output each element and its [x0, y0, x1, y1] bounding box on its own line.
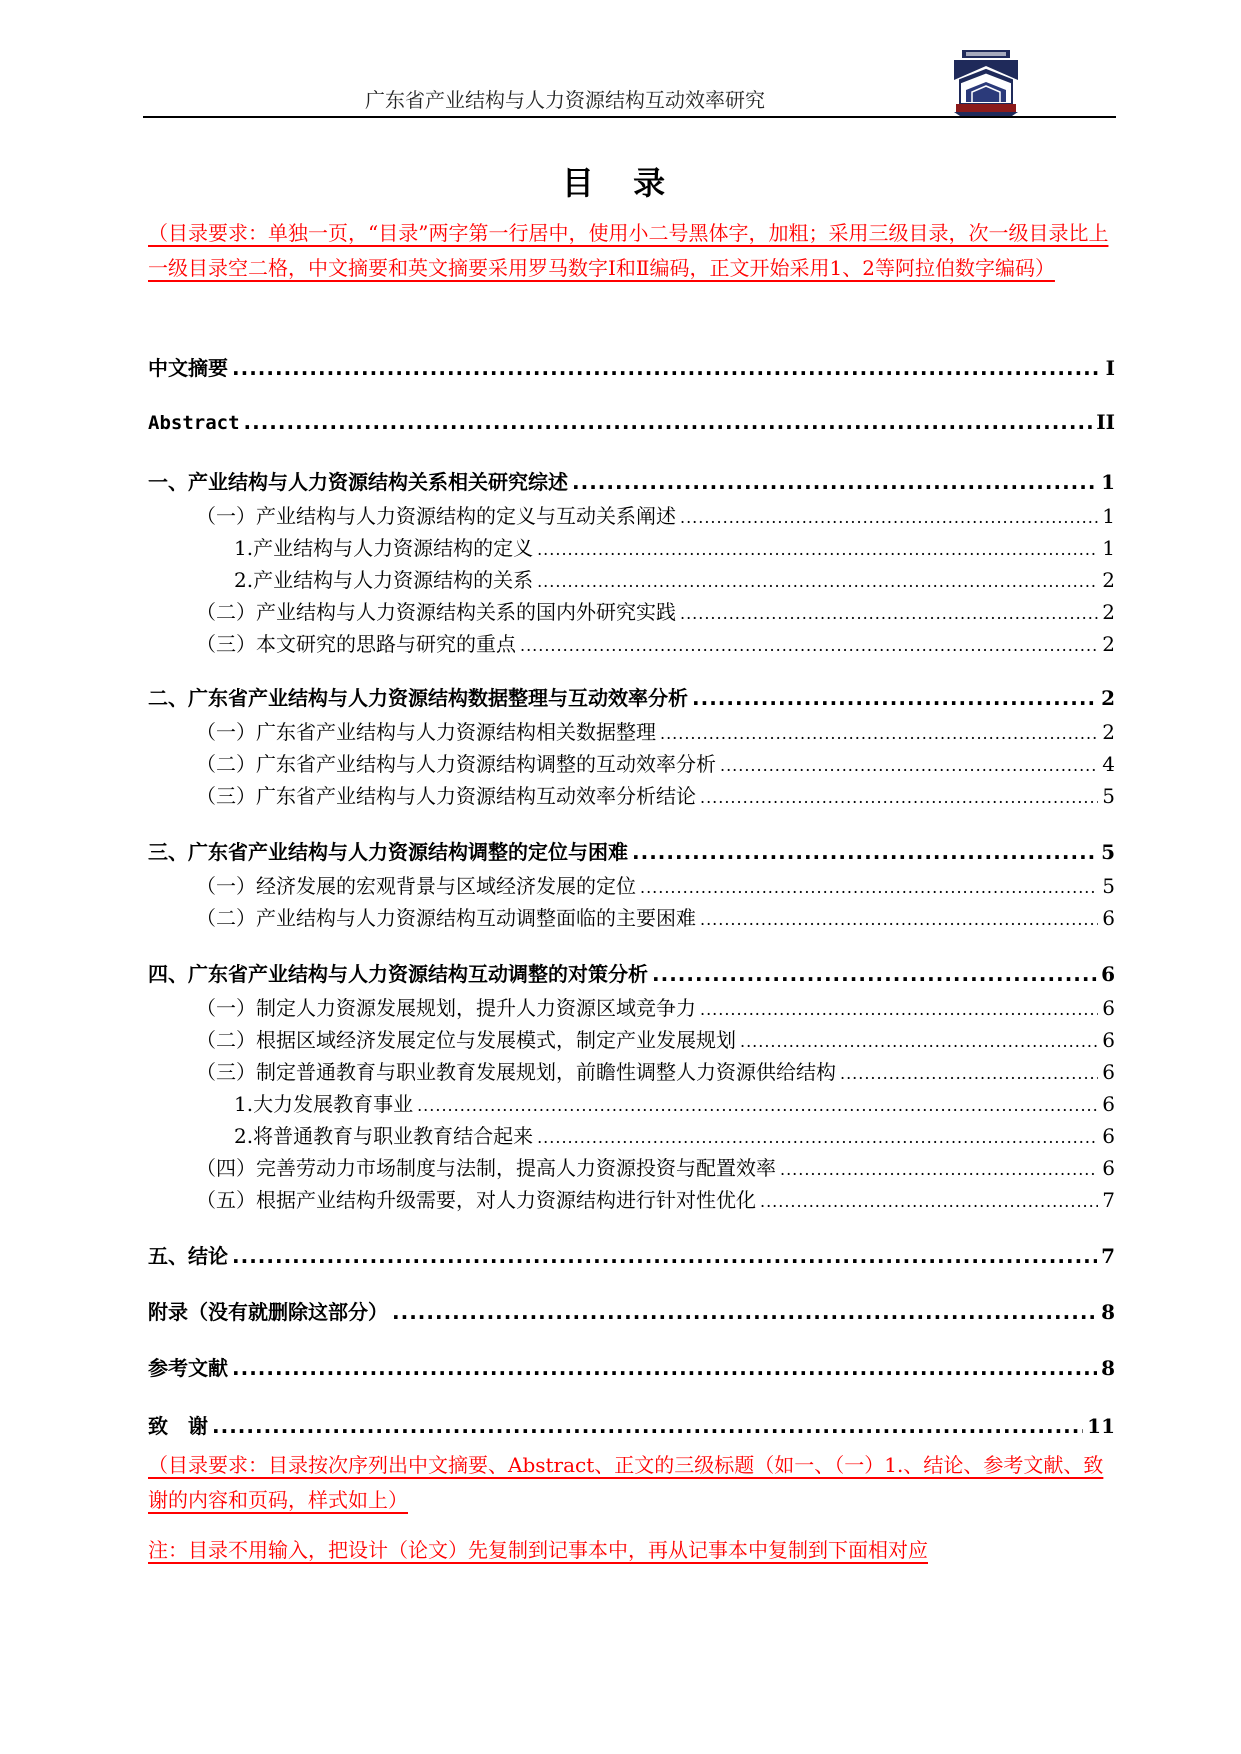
toc-entry-subsection[interactable] [234, 1088, 1115, 1118]
toc-entry-page: 6 [1102, 906, 1115, 930]
toc-leader-dots [392, 1300, 1097, 1324]
toc-entry-chapter-1[interactable] [148, 466, 1115, 496]
toc-leader-dots [537, 572, 1098, 591]
toc-entry-chinese-abstract[interactable] [148, 352, 1115, 382]
toc-leader-dots [537, 1128, 1098, 1147]
toc-entry-page: 4 [1102, 752, 1115, 776]
toc-entry-label: 中文摘要 [148, 356, 228, 380]
toc-entry-label: （二）产业结构与人力资源结构互动调整面临的主要困难 [196, 906, 696, 930]
toc-entry-section[interactable] [196, 1056, 1115, 1086]
running-header-title: 广东省产业结构与人力资源结构互动效率研究 [365, 88, 765, 112]
toc-leader-dots [572, 470, 1097, 494]
toc-entry-label: （三）制定普通教育与职业教育发展规划，前瞻性调整人力资源供给结构 [196, 1060, 836, 1084]
toc-leader-dots [660, 724, 1098, 743]
toc-leader-dots [232, 1244, 1097, 1268]
toc-entry-label: （五）根据产业结构升级需要，对人力资源结构进行针对性优化 [196, 1188, 756, 1212]
toc-format-note: （目录要求：目录按次序列出中文摘要、Abstract、正文的三级标题（如一、（一）1.、结论、参考文献、致谢的内容和页码，样式如上） [148, 1453, 1104, 1512]
toc-entry-label: 一、产业结构与人力资源结构关系相关研究综述 [148, 470, 568, 494]
toc-leader-dots [244, 410, 1093, 434]
toc-entry-label: 致 谢 [148, 1414, 208, 1438]
toc-entry-page: 6 [1102, 1124, 1115, 1148]
toc-entry-chapter-3[interactable] [148, 836, 1115, 866]
toc-leader-dots [537, 540, 1098, 559]
toc-leader-dots [700, 1000, 1098, 1019]
university-crest-icon [952, 50, 1020, 116]
toc-entry-label: （一）经济发展的宏观背景与区域经济发展的定位 [196, 874, 636, 898]
toc-entry-subsection[interactable] [234, 564, 1115, 594]
toc-leader-dots [632, 840, 1097, 864]
toc-entry-page: 1 [1102, 504, 1115, 528]
toc-entry-subsection[interactable] [234, 1120, 1115, 1150]
toc-requirement-note: （目录要求：单独一页，“目录”两字第一行居中，使用小二号黑体字，加粗；采用三级目录，次一级目录比上一级目录空二格，中文摘要和英文摘要采用罗马数字Ⅰ和Ⅱ编码，正文开始采用1、2等阿拉伯数字编码） [148, 221, 1109, 280]
toc-entry-appendix[interactable] [148, 1296, 1115, 1326]
toc-leader-dots [417, 1096, 1098, 1115]
toc-entry-abstract[interactable] [148, 410, 1115, 440]
toc-entry-page: 5 [1102, 784, 1115, 808]
toc-leader-dots [652, 962, 1097, 986]
toc-entry-page: 7 [1101, 1244, 1115, 1268]
toc-entry-page: 2 [1102, 600, 1115, 624]
toc-entry-section[interactable] [196, 870, 1115, 900]
toc-entry-section[interactable] [196, 1152, 1115, 1182]
toc-entry-page: 6 [1102, 1028, 1115, 1052]
toc-entry-page: 6 [1102, 996, 1115, 1020]
toc-entry-label: 2.将普通教育与职业教育结合起来 [234, 1124, 534, 1148]
toc-entry-label: 四、广东省产业结构与人力资源结构互动调整的对策分析 [148, 962, 648, 986]
toc-entry-page: 2 [1102, 632, 1115, 656]
toc-entry-label: （一）制定人力资源发展规划，提升人力资源区域竞争力 [196, 996, 696, 1020]
toc-entry-page: 7 [1102, 1188, 1115, 1212]
toc-entry-section[interactable] [196, 780, 1115, 810]
toc-leader-dots [780, 1160, 1098, 1179]
toc-entry-label: Abstract [148, 412, 240, 434]
toc-entry-label: （二）产业结构与人力资源结构关系的国内外研究实践 [196, 600, 676, 624]
toc-entry-section[interactable] [196, 902, 1115, 932]
toc-entry-chapter-2[interactable] [148, 682, 1115, 712]
toc-entry-page: 1 [1101, 470, 1115, 494]
toc-entry-page: II [1096, 410, 1115, 434]
toc-copy-note: 注：目录不用输入，把设计（论文）先复制到记事本中，再从记事本中复制到下面相对应 [148, 1538, 928, 1562]
toc-entry-section[interactable] [196, 628, 1115, 658]
toc-entry-page: 11 [1087, 1414, 1115, 1438]
toc-entry-label: 1.大力发展教育事业 [234, 1092, 414, 1116]
toc-entry-section[interactable] [196, 1024, 1115, 1054]
toc-entry-section[interactable] [196, 992, 1115, 1022]
toc-leader-dots [232, 356, 1102, 380]
toc-entry-label: 附录（没有就删除这部分） [148, 1300, 388, 1324]
toc-entry-subsection[interactable] [234, 532, 1115, 562]
toc-entry-page: 2 [1101, 686, 1115, 710]
toc-entry-label: （二）广东省产业结构与人力资源结构调整的互动效率分析 [196, 752, 716, 776]
toc-entry-label: （三）本文研究的思路与研究的重点 [196, 632, 516, 656]
toc-leader-dots [640, 878, 1098, 897]
toc-entry-references[interactable] [148, 1352, 1115, 1382]
toc-leader-dots [680, 508, 1098, 527]
toc-entry-label: （二）根据区域经济发展定位与发展模式，制定产业发展规划 [196, 1028, 736, 1052]
toc-entry-label: 五、结论 [148, 1244, 228, 1268]
toc-entry-page: 8 [1101, 1300, 1115, 1324]
toc-leader-dots [232, 1356, 1097, 1380]
toc-leader-dots [720, 756, 1098, 775]
toc-entry-page: 6 [1101, 962, 1115, 986]
toc-entry-label: 1.产业结构与人力资源结构的定义 [234, 536, 534, 560]
toc-entry-acknowledgements[interactable] [148, 1410, 1115, 1440]
toc-entry-page: 5 [1101, 840, 1115, 864]
toc-title: 目 录 [561, 164, 680, 202]
toc-entry-label: 三、广东省产业结构与人力资源结构调整的定位与困难 [148, 840, 628, 864]
toc-entry-label: （一）产业结构与人力资源结构的定义与互动关系阐述 [196, 504, 676, 528]
toc-entry-page: 6 [1102, 1060, 1115, 1084]
toc-leader-dots [700, 910, 1098, 929]
toc-entry-section[interactable] [196, 1184, 1115, 1214]
toc-leader-dots [520, 636, 1098, 655]
toc-entry-page: 1 [1102, 536, 1115, 560]
toc-leader-dots [692, 686, 1097, 710]
toc-leader-dots [840, 1064, 1098, 1083]
toc-leader-dots [212, 1414, 1083, 1438]
toc-entry-page: 2 [1102, 568, 1115, 592]
toc-entry-label: （三）广东省产业结构与人力资源结构互动效率分析结论 [196, 784, 696, 808]
toc-entry-label: 二、广东省产业结构与人力资源结构数据整理与互动效率分析 [148, 686, 688, 710]
toc-entry-page: 6 [1102, 1156, 1115, 1180]
toc-entry-label: 参考文献 [148, 1356, 228, 1380]
toc-leader-dots [760, 1192, 1098, 1211]
toc-leader-dots [680, 604, 1098, 623]
toc-entry-label: （一）广东省产业结构与人力资源结构相关数据整理 [196, 720, 656, 744]
toc-entry-page: 5 [1102, 874, 1115, 898]
header-rule [143, 116, 1116, 118]
toc-entry-section[interactable] [196, 596, 1115, 626]
toc-entry-page: 2 [1102, 720, 1115, 744]
toc-entry-section[interactable] [196, 748, 1115, 778]
toc-entry-section[interactable] [196, 716, 1115, 746]
toc-leader-dots [740, 1032, 1098, 1051]
toc-leader-dots [700, 788, 1098, 807]
toc-entry-page: I [1105, 356, 1115, 380]
toc-entry-conclusion[interactable] [148, 1240, 1115, 1270]
toc-entry-page: 6 [1102, 1092, 1115, 1116]
toc-entry-section[interactable] [196, 500, 1115, 530]
toc-entry-label: 2.产业结构与人力资源结构的关系 [234, 568, 534, 592]
toc-entry-chapter-4[interactable] [148, 958, 1115, 988]
toc-entry-label: （四）完善劳动力市场制度与法制，提高人力资源投资与配置效率 [196, 1156, 776, 1180]
toc-entry-page: 8 [1101, 1356, 1115, 1380]
